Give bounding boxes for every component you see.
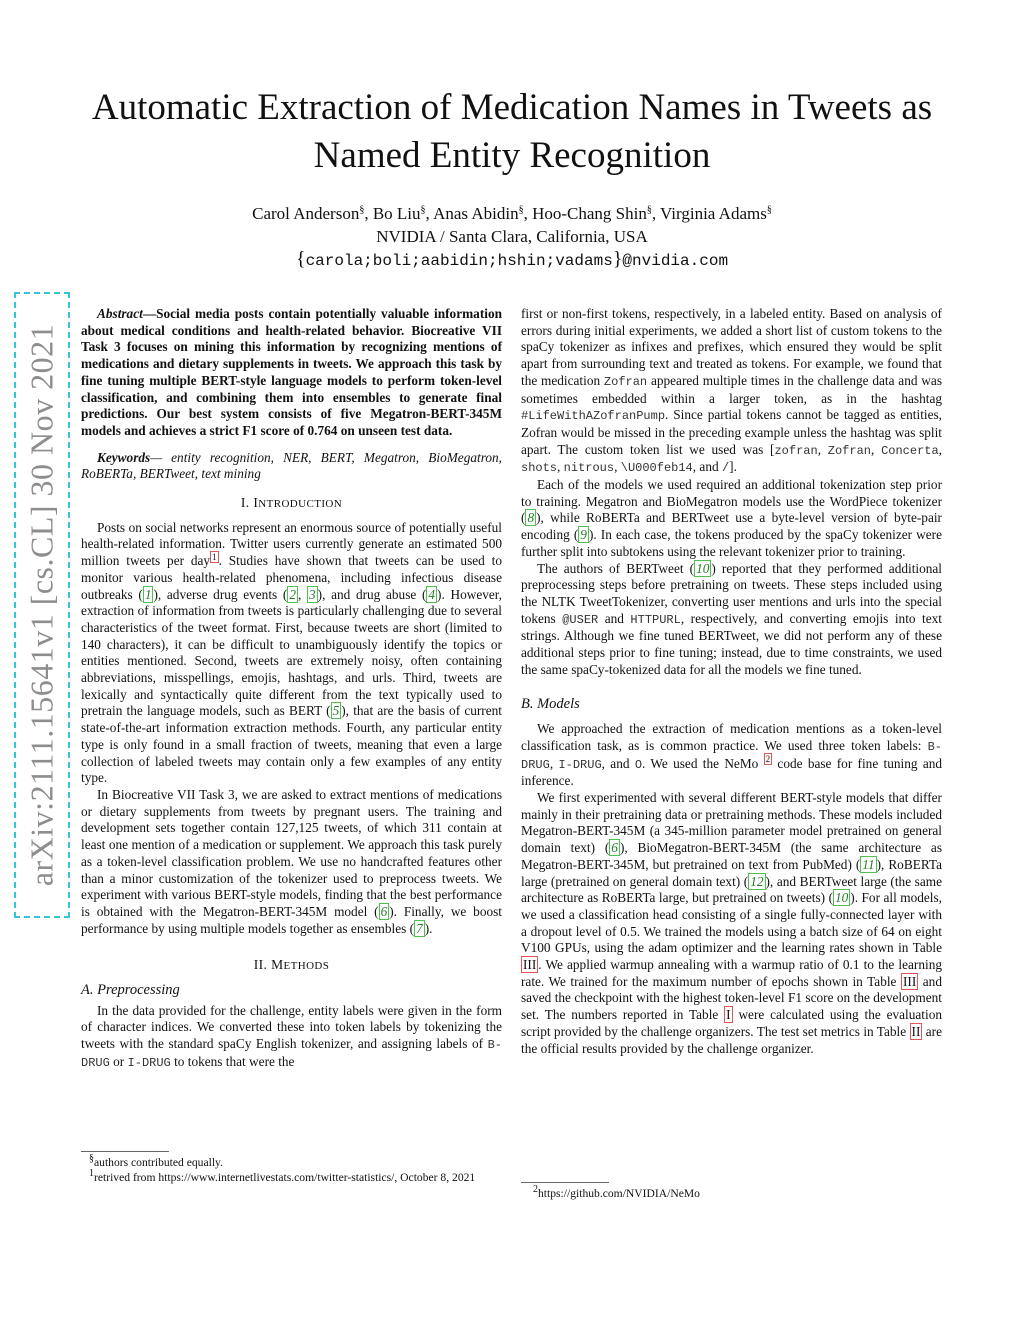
subsection-heading-models: B. Models	[521, 696, 580, 713]
author-mark: §	[420, 204, 426, 216]
section-initial: M	[271, 957, 284, 973]
code-token: \U000feb14	[620, 461, 693, 476]
section-number: I.	[240, 495, 250, 511]
citation-link[interactable]: 4	[428, 586, 436, 602]
author-mark: §	[766, 204, 772, 216]
preprocessing-continued-paragraph: first or non-first tokens, respectively, in a labeled entity. Based on analysis of errors during initial experiments, we added a short list of custom tokens to the spaCy tokenizer as infixes and prefixes, which ensured they would be split apart from surrounding text and treated as tokens. For example, we found that the medication Zofran appeared multiple times in the challenge data and was sometimes embedded within a larger token, as in the hashtag #LifeWithAZofranPump. Since partial tokens cannot be tagged as entities, Zofran would be missed in the preceding example unless the hashtag was split apart. The custom token list we used was [zofran, Zofran, Concerta, shots, nitrous, \U000feb14, and /].	[521, 306, 942, 476]
keywords-label: Keywords	[97, 449, 151, 465]
table-reference-link[interactable]: II	[911, 1023, 921, 1039]
author-list: Carol Anderson§, Bo Liu§, Anas Abidin§, Hoo-Chang Shin§, Virginia Adams§	[252, 204, 772, 223]
keywords	[81, 450, 502, 483]
subsection-heading-preprocessing: A. Preprocessing	[81, 982, 180, 999]
footnote-divider	[521, 1182, 609, 1183]
table-reference-link[interactable]: III	[902, 973, 917, 989]
models-paragraph-1: We approached the extraction of medication mentions as a token-level classification task, as is common practice. We used three token labels: B-DRUG, I-DRUG, and O. We used the NeMo $^2$ code base for fine tuning and inference.	[521, 721, 943, 789]
section-heading-introduction	[81, 495, 502, 513]
code-token: B-DRUG	[521, 739, 942, 772]
footnote-right: $^2$https://github.com/NVIDIA/NeMo	[533, 1184, 700, 1200]
brace-close: }	[612, 248, 623, 270]
code-token: zofran	[774, 443, 818, 458]
section-number: II.	[253, 957, 268, 973]
table-reference-link[interactable]: III	[523, 957, 537, 973]
author-name: Carol Anderson	[252, 204, 360, 223]
keywords-text: — entity recognition, NER, BERT, Megatron, BioMegatron, RoBERTa, BERTweet, text mining	[81, 449, 502, 482]
abstract	[81, 306, 502, 440]
preprocessing-paragraph: In the data provided for the challenge, entity labels were given in the form of character indices. We converted these into token labels by tokenizing the tweets with the standard spaCy English tokenizer, and assigning labels of B-DRUG or I-DRUG to tokens that were the	[81, 1002, 502, 1070]
code-token: I-DRUG	[558, 757, 602, 772]
intro-paragraph-1: Posts on social networks represent an enormous source of potentially useful health-related information. Twitter users currently generate an estimated 500 million tweets per day $^1$ . Studies have shown that tweets can be used to monitor various health-related phenomena, including infectious disease outbreaks ( 1 ), adverse drug events ( 2 , 3 ), and drug abuse ( 4 ). However, extraction of information from tweets is particularly challenging due to several characteristics of the tweet format. First, because tweets are short (limited to 140 characters), it can be difficult to unambiguously identify the topics or entities mentioned. Second, tweets are extremely noisy, often containing abbreviations, misspellings, emojis, hashtags, and urls. Third, tweets are lexically and syntactically quite different from the text typically used to pretrain the language models, such as BERT ( 5 ), that are the basis of current state-of-the-art information extraction methods. Fourth, any particular entity type is only found in a small fraction of tweets, meaning that even a large collection of labeled tweets may contain only a few examples of any entity type.	[81, 519, 503, 786]
code-token: #LifeWithAZofranPump	[521, 409, 666, 424]
code-token: HTTPURL	[630, 612, 681, 627]
code-token: Zofran	[827, 443, 871, 458]
bertweet-paragraph: The authors of BERTweet ( 10 ) reported that they performed additional preprocessing steps before pretraining on tweets. These steps included using the NLTK TweetTokenizer, converting user mentions and urls into the special tokens @USER and HTTPURL, respectively, and converting emojis into text strings. Although we fine tuned BERTweet, we did not perform any of these additional steps prior to fine tuning; instead, due to time constraints, we used the same spaCy-tokenized data for all the models we fine tuned.	[521, 560, 942, 677]
footnote-link[interactable]: 1	[212, 551, 217, 562]
citation-link[interactable]: 3	[308, 586, 316, 602]
abstract-text: —Social media posts contain potentially valuable information about medical conditions and health-related behavior. Biocreative VII Task 3 focuses on mining this information by recognizing mentions of medications and dietary supplements in tweets. We approach this task by fine tuning multiple BERT-style language models to perform token-level classification, and combining them into ensembles to generate final predictions. Our best system consists of five Megatron-BERT-345M models and achieves a strict F1 score of 0.764 on unseen test data.	[81, 306, 502, 438]
abstract-label: Abstract	[97, 306, 143, 321]
section-rest: NTRODUCTION	[258, 498, 343, 511]
author-emails	[80, 248, 944, 272]
section-initial: I	[253, 495, 259, 511]
author-mark: §	[518, 204, 524, 216]
code-token: O	[634, 757, 643, 772]
code-token: B-DRUG	[81, 1038, 502, 1070]
citation-link[interactable]: 5	[332, 703, 340, 719]
arxiv-identifier: arXiv:2111.15641v1 [cs.CL] 30 Nov 2021	[23, 323, 60, 887]
footnote: $^1$retrived from https://www.internetlivestats.com/twitter-statistics/, October 8, 2021	[89, 1168, 476, 1184]
code-token: Zofran	[603, 374, 648, 389]
tokenization-paragraph: Each of the models we used required an additional tokenization step prior to training. Megatron and BioMegatron models use the WordPiece tokenizer ( 8 ), while RoBERTa and BERTweet use a byte-level version of byte-pair encoding ( 9 ). In each case, the tokens produced by the spaCy tokenizer were further split into subtokens using the relevant tokenizer prior to training.	[521, 477, 942, 559]
code-token: I-DRUG	[127, 1055, 171, 1070]
author-name: Bo Liu	[372, 204, 421, 223]
brace-open: {	[295, 248, 306, 270]
citation-link[interactable]: 1	[144, 586, 152, 602]
code-token: @USER	[562, 612, 599, 627]
section-heading-methods	[81, 957, 502, 975]
citation-link[interactable]: 6	[380, 903, 388, 919]
section-rest: ETHODS	[283, 960, 330, 973]
citation-link[interactable]: 10	[696, 560, 710, 576]
footnote-url[interactable]: https://github.com/NVIDIA/NeMo	[538, 1187, 700, 1200]
author-name: Virginia Adams	[660, 204, 767, 223]
footnote-link[interactable]: 2	[765, 754, 771, 765]
intro-paragraph-2: In Biocreative VII Task 3, we are asked to extract mentions of medications or dietary supplements from tweets by pregnant users. The training and development sets together contain 127,125 tweets, of which 311 contain at least one mention of a medication or supplement. We approach this task purely as a token-level classification problem. We use no handcrafted features other than a minor customization of the tokenizer used to preprocess tweets. We experiment with various BERT-style models, finding that the best performance is obtained with the Megatron-BERT-345M model ( 6 ). Finally, we boost performance by using multiple models together as ensembles ( 7 ).	[81, 786, 502, 936]
table-reference-link[interactable]: I	[726, 1007, 731, 1023]
author-name: Hoo-Chang Shin	[532, 204, 647, 223]
citation-link[interactable]: 7	[416, 920, 423, 936]
footnote: §authors contributed equally.	[89, 1153, 223, 1169]
paper-title: Automatic Extraction of Medication Names in Tweets as Named Entity Recognition	[91, 87, 933, 176]
arxiv-side-stamp[interactable]	[14, 292, 70, 918]
citation-link[interactable]: 6	[611, 840, 618, 856]
right-column	[521, 306, 942, 1057]
citation-link[interactable]: 2	[289, 586, 296, 602]
left-column	[81, 306, 502, 1072]
citation-link[interactable]: 8	[527, 510, 535, 526]
footnote-divider	[81, 1151, 169, 1152]
citation-link[interactable]: 12	[750, 873, 764, 889]
affiliation: NVIDIA / Santa Clara, California, USA	[376, 227, 648, 246]
author-mark: §	[646, 204, 652, 216]
author-name: Anas Abidin	[433, 204, 519, 223]
citation-link[interactable]: 9	[580, 527, 587, 543]
footnotes-left	[81, 1155, 502, 1185]
models-paragraph-2: We first experimented with several different BERT-style models that differ mainly in their pretraining data or pretraining methods. These models included Megatron-BERT-345M (a 345-million parameter model pretrained on general domain text) ( 6 ), BioMegatron-BERT-345M (the same architecture as Megatron-BERT-345M, but pretrained on text from PubMed) ( 11 ), RoBERTa large (pretrained on general domain text) ( 12 ), and BERTweet large (the same architecture as RoBERTa large, but pretrained on tweets) ( 10 ). For all models, we used a classification head consisting of a single fully-connected layer with a dropout level of 0.5. We trained the models using a batch size of 64 on eight V100 GPUs, using the adam optimizer and the learning rates shown in Table III . We applied warmup annealing with a warmup ratio of 0.1 to the learning rate. We trained for the maximum number of epochs shown in Table III and saved the checkpoint with the highest token-level F1 score on the development set. The numbers reported in Table I were calculated using the evaluation script provided by the challenge organizers. The test set metrics in Table II are the official results provided by the challenge organizer.	[521, 789, 942, 1056]
code-token: Concerta	[881, 443, 939, 458]
code-token: shots	[521, 461, 558, 476]
code-token: /	[721, 461, 730, 476]
email-users: carola;boli;aabidin;hshin;vadams	[305, 252, 613, 270]
citation-link[interactable]: 10	[835, 890, 849, 906]
email-domain: @nvidia.com	[622, 252, 729, 270]
author-mark: §	[359, 204, 365, 216]
code-token: nitrous	[563, 461, 615, 476]
citation-link[interactable]: 11	[862, 856, 875, 872]
